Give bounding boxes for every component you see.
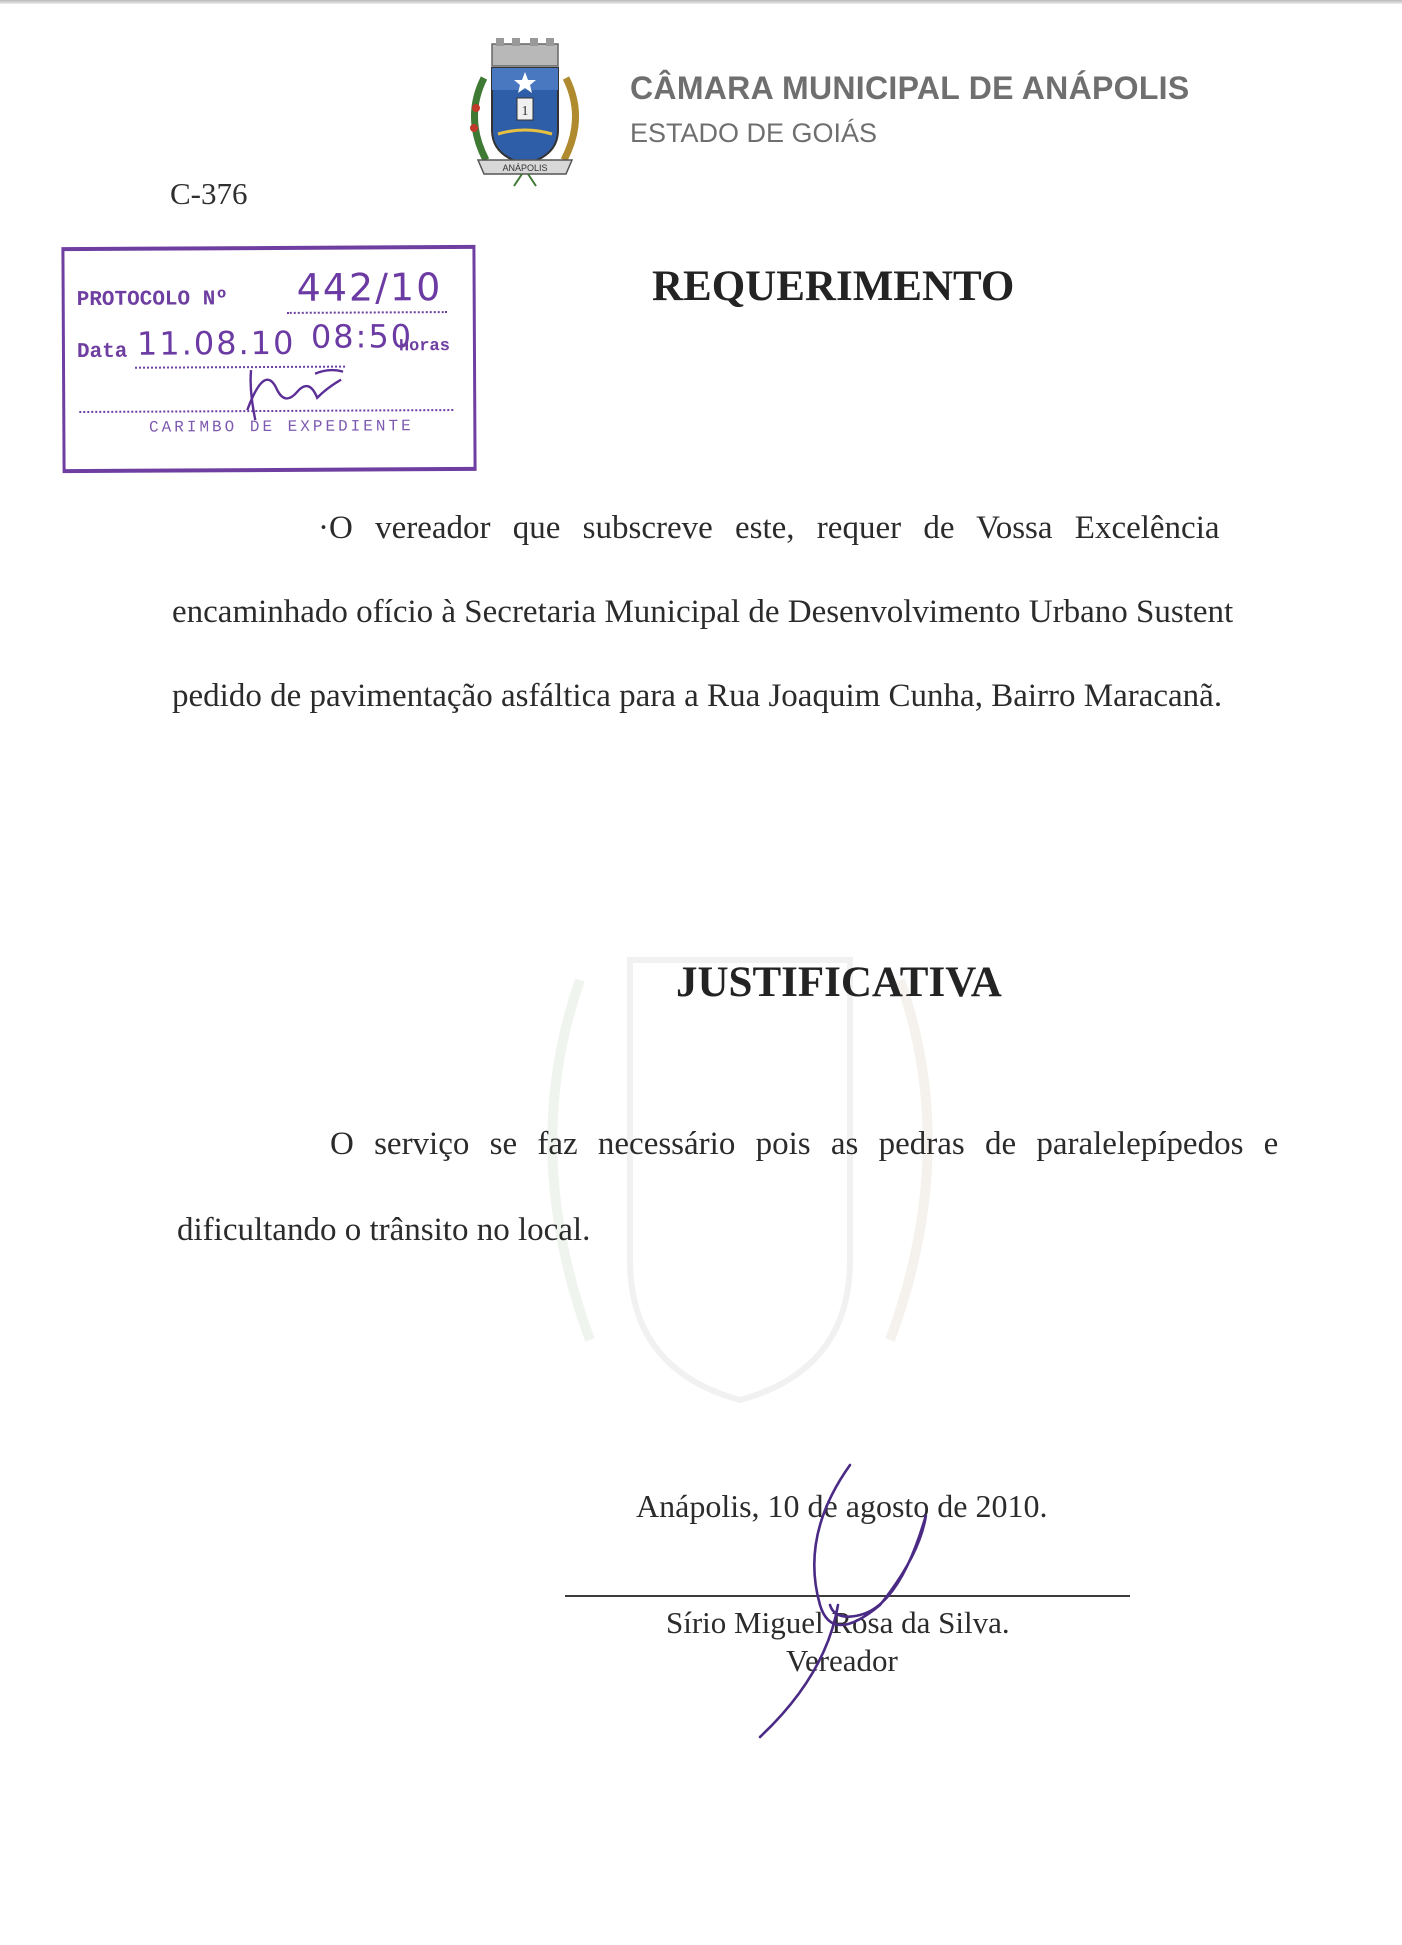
requerimento-line-3: pedido de pavimentação asfáltica para a Rua Joaquim Cunha, Bairro Maracanã. (172, 678, 1223, 714)
requerimento-line-2: encaminhado ofício à Secretaria Municipal de Desenvolvimento Urbano Sustent (172, 594, 1234, 630)
date-value: 11.08.10 (136, 323, 296, 363)
signatory-role: Vereador (786, 1643, 898, 1678)
crest-ribbon-text: ANÁPOLIS (502, 163, 548, 173)
justificativa-title: JUSTIFICATIVA (676, 959, 1002, 1006)
requerimento-line-1 (318, 510, 1348, 547)
stamp-signature-scribble (64, 249, 473, 469)
time-value: 08:50 (310, 317, 414, 356)
svg-text:1: 1 (521, 104, 529, 119)
justificativa-line-2: dificultando o trânsito no local. (177, 1212, 591, 1248)
stamp-footer: CARIMBO DE EXPEDIENTE (148, 417, 414, 437)
document-code: C-376 (170, 176, 248, 211)
state-name: ESTADO DE GOIÁS (630, 118, 878, 148)
page-top-edge (0, 0, 1402, 4)
justificativa-line-1: O serviço se faz necessário pois as pedras de paralelepípedos e (330, 1126, 1279, 1162)
coat-of-arms-logo (462, 38, 588, 188)
institution-name: CÂMARA MUNICIPAL DE ANÁPOLIS (630, 70, 1190, 106)
handwritten-signature (740, 1455, 980, 1745)
signatory-name: Sírio Miguel Rosa da Silva. (666, 1605, 1010, 1640)
protocol-number: 442/10 (296, 265, 443, 310)
protocol-stamp (61, 245, 476, 473)
protocol-label: PROTOCOLO Nº (76, 288, 228, 313)
place-date: Anápolis, 10 de agosto de 2010. (636, 1488, 1048, 1524)
requerimento-title: REQUERIMENTO (652, 263, 1015, 310)
date-label: Data (76, 340, 128, 365)
hours-label: Horas (398, 337, 451, 357)
requerimento-line-1-text: ·O vereador que subscreve este, requer de Vossa Excelência (318, 510, 1220, 546)
